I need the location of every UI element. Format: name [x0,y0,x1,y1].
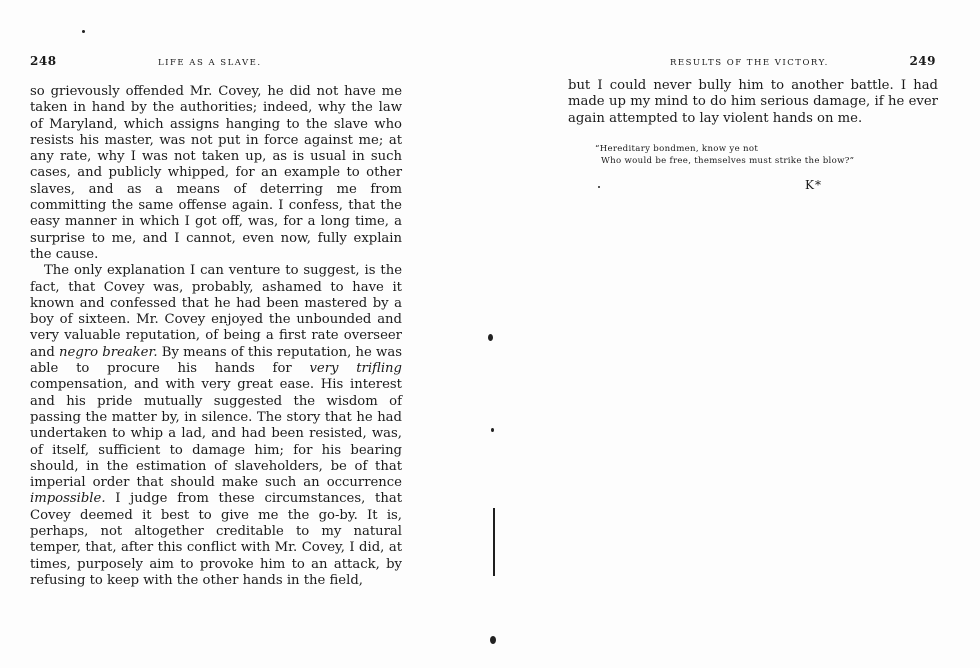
left-running-head: LIFE AS A SLAVE. [158,58,262,68]
scan-speck-top [82,30,85,33]
epigraph-line-1: “Hereditary bondmen, know ye not [595,144,759,154]
gutter-rule [493,508,495,576]
p2-text-a: The only explanation I can venture to suggest, is the fact, that Covey was, probably, ashamed to have it known and confessed that he had been mastered by a boy of sixteen. Mr. Covey enjoyed the unbounded and very valuable reputation, of being a first rate overseer and [30,263,402,360]
right-page-number: 249 [909,54,936,68]
left-page-number: 248 [30,54,57,68]
p2-italic-impossible: impossible. [30,491,106,507]
epigraph-line-2: Who would be free, themselves must strike the blow?” [601,155,855,166]
p2-text-g: I judge from these circumstances, that Covey deemed it best to give me the go-by. It is, perhaps, not altogether creditable to my natural temper, that, after this conflict with Mr. Covey, I did, at times, purposely aim to provoke him to an attack, by refusing to keep with the other hands in the field, [30,491,402,588]
gutter-speck-3 [490,636,496,644]
right-running-head: RESULTS OF THE VICTORY. [670,58,829,68]
epigraph-quote [595,144,854,167]
signature-mark: K* [805,178,822,192]
right-page [490,0,980,668]
left-body-text [30,84,402,589]
left-paragraph-1: so grievously offended Mr. Covey, he did not have me taken in hand by the authorities; indeed, why the law of Maryland, which assigns hanging to the slave who resists his master, was not put in force against me; at any rate, why I was not taken up, as is usual in such cases, and publicly whipped, for an example to other slaves, and as a means of deterring me from committing the same offense again. I confess, that the easy manner in which I got off, was, for a long time, a surprise to me, and I cannot, even now, fully explain the cause. [30,84,402,262]
scan-speck-right [598,186,600,188]
gutter-speck-2 [491,428,494,432]
p2-italic-negro-breaker: negro breaker. [59,344,158,360]
left-paragraph-2 [30,263,402,589]
gutter-speck-1 [488,334,493,341]
p2-italic-very-trifling: very trifling [309,361,402,377]
right-paragraph-1: but I could never bully him to another battle. I had made up my mind to do him serious damage, if he ever again attempted to lay violent hands on me. [568,78,938,126]
p2-text-c: By means of this reputation, he was able to procure his hands for [30,344,402,377]
p2-text-e: compensation, and with very great ease. His interest and his pride mutually suggested the wisdom of passing the matter by, in silence. The story that he had undertaken to whip a lad, and had been resisted, was, of itself, sufficient to damage him; for his bearing should, in the estimation of slaveholders, be of that imperial order that should make such an occurrence [30,377,402,491]
right-body-text [568,78,938,127]
